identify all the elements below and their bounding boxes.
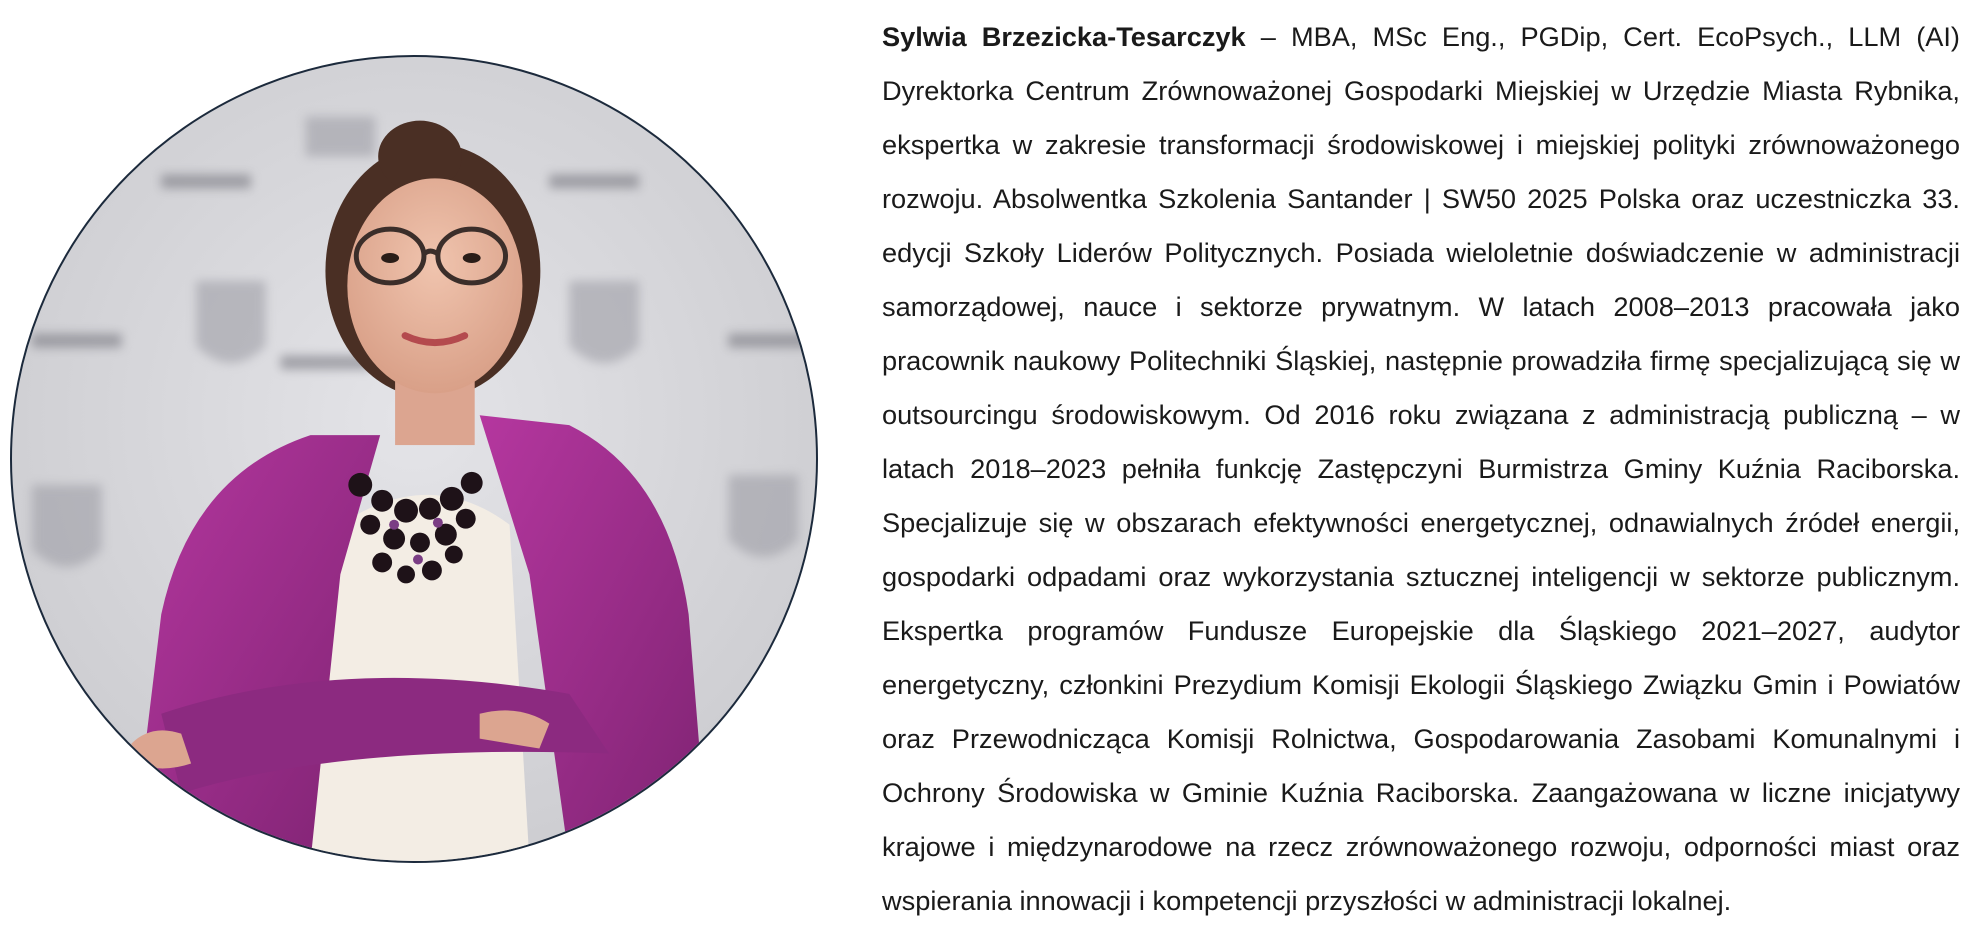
- portrait-photo: [10, 55, 818, 863]
- bio-text: – MBA, MSc Eng., PGDip, Cert. EcoPsych., LLM (AI) Dyrektorka Centrum Zrównoważonej Gospodarki Miejskiej w Urzędzie Miasta Rybnika, ekspertka w zakresie transformacji środowiskowej i miejskiej polityki zrównoważonego rozwoju. Absolwentka Szkolenia Santander | SW50 2025 Polska oraz uczestniczka 33. edycji Szkoły Liderów Politycznych. Posiada wieloletnie doświadczenie w administracji samorządowej, nauce i sektorze prywatnym. W latach 2008–2013 pracowała jako pracownik naukowy Politechniki Śląskiej, następnie prowadziła firmę specjalizującą się w outsourcingu środowiskowym. Od 2016 roku związana z administracją publiczną – w latach 2018–2023 pełniła funkcję Zastępczyni Burmistrza Gminy Kuźnia Raciborska. Specjalizuje się w obszarach efektywności energetycznej, odnawialnych źródeł energii, gospodarki odpadami oraz wykorzystania sztucznej inteligencji w sektorze publicznym. Ekspertka programów Fundusze Europejskie dla Śląskiego 2021–2027, audytor energetyczny, członkini Prezydium Komisji Ekologii Śląskiego Związku Gmin i Powiatów oraz Przewodnicząca Komisji Rolnictwa, Gospodarowania Zasobami Komunalnymi i Ochrony Środowiska w Gminie Kuźnia Raciborska. Zaangażowana w liczne inicjatywy krajowe i międzynarodowe na rzecz zrównoważonego rozwoju, odporności miast oraz wspierania innowacji i kompetencji przyszłości w administracji lokalnej.: [882, 21, 1960, 916]
- face: [347, 178, 522, 393]
- bio-paragraph: [882, 10, 1960, 928]
- person-name: Sylwia Brzezicka-Tesarczyk: [882, 21, 1246, 52]
- portrait-illustration: [12, 57, 816, 861]
